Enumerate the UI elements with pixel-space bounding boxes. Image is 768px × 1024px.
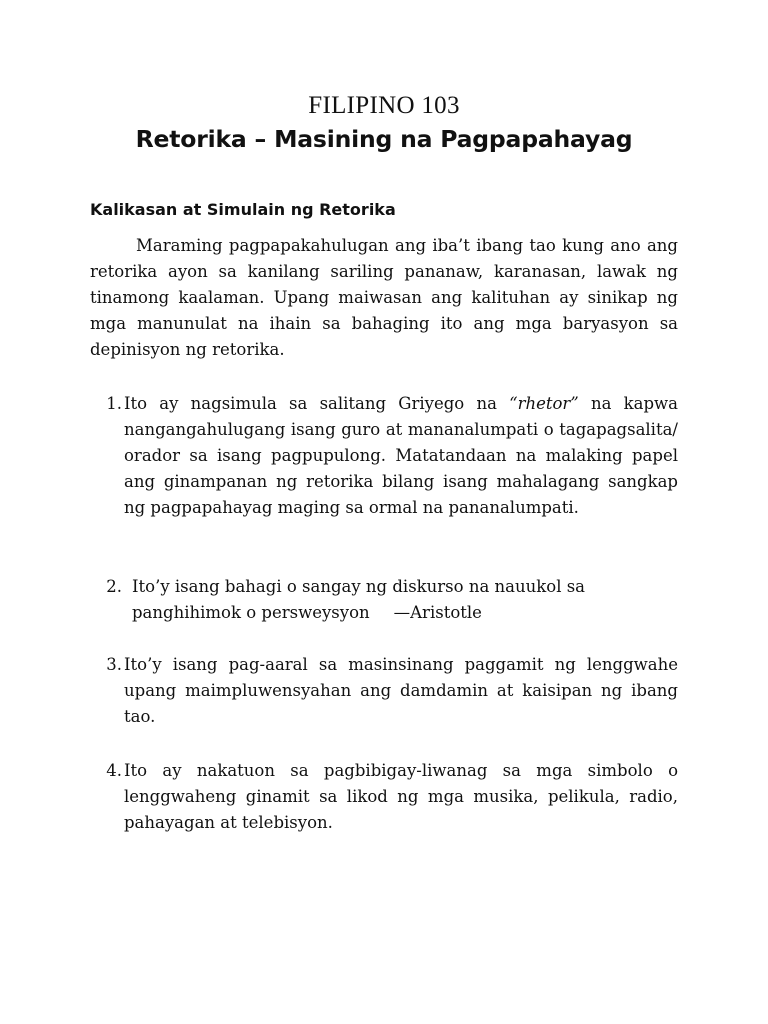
list-text-2-body: Ito’y isang bahagi o sangay ng diskurso na nauukol sa panghihimok o persweysyon bbox=[132, 577, 586, 622]
list-text-3: Ito’y isang pag-aaral sa masinsinang paggamit ng lenggwahe upang maimpluwensyahan ang damdamin at kaisipan ng ibang tao. bbox=[124, 655, 678, 726]
list-text-1-after: na kapwa nangangahulugang isang guro at mananalumpati o tagapagsalita/ orador sa isang pagpupulong. Matatandaan na malaking papel ang ginampanan ng retorika bilang isang mahalagang sangkap ng pagpapahayag maging sa ormal na pananalumpati. bbox=[124, 394, 679, 517]
list-number-3: 3. bbox=[106, 655, 122, 674]
list-number-1: 1. bbox=[106, 394, 122, 413]
list-item-2 bbox=[90, 574, 678, 626]
quote-author: —Aristotle bbox=[393, 603, 482, 622]
intro-paragraph: Maraming pagpapakahulugan ang iba’t ibang tao kung ano ang retorika ayon sa kanilang sariling pananaw, karanasan, lawak ng tinamong kaalaman. Upang maiwasan ang kalituhan ay sinikap ng mga manunulat na ihain sa bahaging ito ang mga baryasyon sa depinisyon ng retorika. bbox=[90, 236, 678, 359]
list-item-3 bbox=[90, 652, 678, 730]
course-code: FILIPINO 103 bbox=[308, 92, 460, 119]
page-title: Retorika – Masining na Pagpapahayag bbox=[135, 125, 633, 153]
list-text-1-before: Ito ay nagsimula sa salitang Griyego na bbox=[124, 394, 510, 413]
rhetor-term: “rhetor” bbox=[509, 394, 579, 413]
list-item-1 bbox=[90, 391, 678, 521]
list-text-2 bbox=[124, 574, 678, 626]
list-text-4: Ito ay nakatuon sa pagbibigay-liwanag sa mga simbolo o lenggwaheng ginamit sa likod ng mga musika, pelikula, radio, pahayagan at telebisyon. bbox=[124, 761, 678, 832]
list-item-4 bbox=[90, 758, 678, 836]
list-number-2: 2. bbox=[106, 577, 122, 596]
section-heading: Kalikasan at Simulain ng Retorika bbox=[90, 200, 396, 219]
list-text-1 bbox=[124, 391, 678, 521]
list-number-4: 4. bbox=[106, 761, 122, 780]
